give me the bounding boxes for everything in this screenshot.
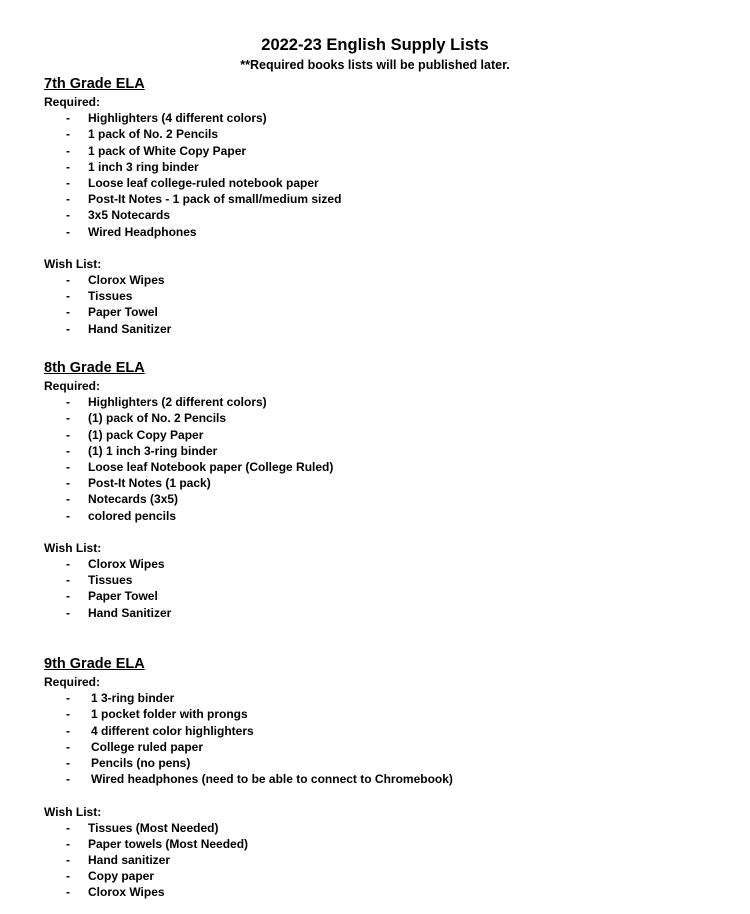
wish-list <box>44 272 341 337</box>
list-item <box>44 159 341 175</box>
dash-bullet: - <box>66 175 70 190</box>
item-text: Highlighters (4 different colors) <box>88 111 267 126</box>
list-item <box>44 410 333 426</box>
list-item <box>44 690 453 706</box>
list-item <box>44 394 333 410</box>
dash-bullet: - <box>66 395 70 410</box>
list-item <box>44 110 341 126</box>
dash-bullet: - <box>66 723 70 738</box>
list-item <box>44 508 333 524</box>
dash-bullet: - <box>66 273 70 288</box>
item-text: Loose leaf Notebook paper (College Ruled) <box>88 459 334 474</box>
item-text: Clorox Wipes <box>88 885 165 900</box>
section-7th-grade <box>44 75 341 337</box>
item-text: Wired Headphones <box>88 224 197 239</box>
dash-bullet: - <box>66 289 70 304</box>
section-9th-grade <box>44 655 453 901</box>
list-item <box>44 288 341 304</box>
list-item <box>44 723 453 739</box>
list-item <box>44 771 453 787</box>
list-item <box>44 272 341 288</box>
required-label: Required: <box>44 95 101 109</box>
dash-bullet: - <box>66 691 70 706</box>
list-item <box>44 459 333 475</box>
item-text: Loose leaf college-ruled notebook paper <box>88 175 319 190</box>
list-item <box>44 143 341 159</box>
item-text: Post-It Notes (1 pack) <box>88 476 211 491</box>
dash-bullet: - <box>66 755 70 770</box>
list-item <box>44 588 333 604</box>
list-item <box>44 605 333 621</box>
dash-bullet: - <box>66 443 70 458</box>
list-item <box>44 224 341 240</box>
dash-bullet: - <box>66 192 70 207</box>
list-item <box>44 475 333 491</box>
list-item <box>44 572 333 588</box>
dash-bullet: - <box>66 111 70 126</box>
list-item <box>44 207 341 223</box>
dash-bullet: - <box>66 208 70 223</box>
item-text: 1 inch 3 ring binder <box>88 159 199 174</box>
item-text: Hand Sanitizer <box>88 605 172 620</box>
item-text: Paper towels (Most Needed) <box>88 836 249 851</box>
section-heading: 9th Grade ELA <box>44 656 145 672</box>
dash-bullet: - <box>66 427 70 442</box>
dash-bullet: - <box>66 127 70 142</box>
dash-bullet: - <box>66 557 70 572</box>
spacer <box>44 787 453 803</box>
dash-bullet: - <box>66 321 70 336</box>
page-subtitle: **Required books lists will be published later. <box>240 58 510 72</box>
dash-bullet: - <box>66 159 70 174</box>
list-item <box>44 836 453 852</box>
required-label: Required: <box>44 379 101 393</box>
list-item <box>44 868 453 884</box>
dash-bullet: - <box>66 508 70 523</box>
list-item <box>44 706 453 722</box>
item-text: Highlighters (2 different colors) <box>88 395 267 410</box>
dash-bullet: - <box>66 224 70 239</box>
item-text: Post-It Notes - 1 pack of small/medium sized <box>88 192 342 207</box>
spacer <box>44 240 341 256</box>
wish-list-label: Wish List: <box>44 804 102 819</box>
item-text: 4 different color highlighters <box>91 723 254 738</box>
spacer <box>44 524 333 540</box>
dash-bullet: - <box>66 869 70 884</box>
item-text: (1) pack of No. 2 Pencils <box>88 411 227 426</box>
page-title: 2022-23 English Supply Lists <box>261 36 489 54</box>
item-text: 1 3-ring binder <box>91 691 175 706</box>
item-text: Hand Sanitizer <box>88 321 172 336</box>
list-item <box>44 755 453 771</box>
section-heading: 7th Grade ELA <box>44 76 145 92</box>
item-text: Tissues (Most Needed) <box>88 820 219 835</box>
dash-bullet: - <box>66 143 70 158</box>
list-item <box>44 175 341 191</box>
item-text: 1 pocket folder with prongs <box>91 707 248 722</box>
dash-bullet: - <box>66 476 70 491</box>
dash-bullet: - <box>66 853 70 868</box>
item-text: Hand sanitizer <box>88 853 171 868</box>
section-heading: 8th Grade ELA <box>44 360 145 376</box>
dash-bullet: - <box>66 589 70 604</box>
wish-list-label: Wish List: <box>44 540 102 555</box>
dash-bullet: - <box>66 836 70 851</box>
dash-bullet: - <box>66 820 70 835</box>
dash-bullet: - <box>66 707 70 722</box>
wish-list <box>44 556 333 621</box>
dash-bullet: - <box>66 492 70 507</box>
list-item <box>44 739 453 755</box>
list-item <box>44 556 333 572</box>
list-item <box>44 852 453 868</box>
item-text: colored pencils <box>88 508 177 523</box>
list-item <box>44 427 333 443</box>
item-text: Clorox Wipes <box>88 273 165 288</box>
required-list <box>44 110 341 240</box>
list-item <box>44 126 341 142</box>
list-item <box>44 820 453 836</box>
item-text: Pencils (no pens) <box>91 755 191 770</box>
item-text: Paper Towel <box>88 589 158 604</box>
item-text: 3x5 Notecards <box>88 208 171 223</box>
item-text: Tissues <box>88 573 133 588</box>
required-list <box>44 690 453 787</box>
section-8th-grade <box>44 359 333 621</box>
item-text: 1 pack of No. 2 Pencils <box>88 127 219 142</box>
item-text: Clorox Wipes <box>88 557 165 572</box>
dash-bullet: - <box>66 459 70 474</box>
item-text: Copy paper <box>88 869 155 884</box>
list-item <box>44 191 341 207</box>
item-text: Paper Towel <box>88 305 158 320</box>
dash-bullet: - <box>66 772 70 787</box>
item-text: 1 pack of White Copy Paper <box>88 143 247 158</box>
item-text: Tissues <box>88 289 133 304</box>
item-text: College ruled paper <box>91 739 204 754</box>
wish-list-label: Wish List: <box>44 256 102 271</box>
list-item <box>44 321 341 337</box>
dash-bullet: - <box>66 885 70 900</box>
required-label: Required: <box>44 675 101 689</box>
list-item <box>44 443 333 459</box>
item-text: (1) 1 inch 3-ring binder <box>88 443 218 458</box>
dash-bullet: - <box>66 739 70 754</box>
item-text: (1) pack Copy Paper <box>88 427 204 442</box>
list-item <box>44 304 341 320</box>
dash-bullet: - <box>66 305 70 320</box>
wish-list <box>44 820 453 901</box>
item-text: Notecards (3x5) <box>88 492 179 507</box>
dash-bullet: - <box>66 605 70 620</box>
dash-bullet: - <box>66 411 70 426</box>
required-list <box>44 394 333 524</box>
item-text: Wired headphones (need to be able to connect to Chromebook) <box>91 772 453 787</box>
dash-bullet: - <box>66 573 70 588</box>
list-item <box>44 884 453 900</box>
list-item <box>44 491 333 507</box>
